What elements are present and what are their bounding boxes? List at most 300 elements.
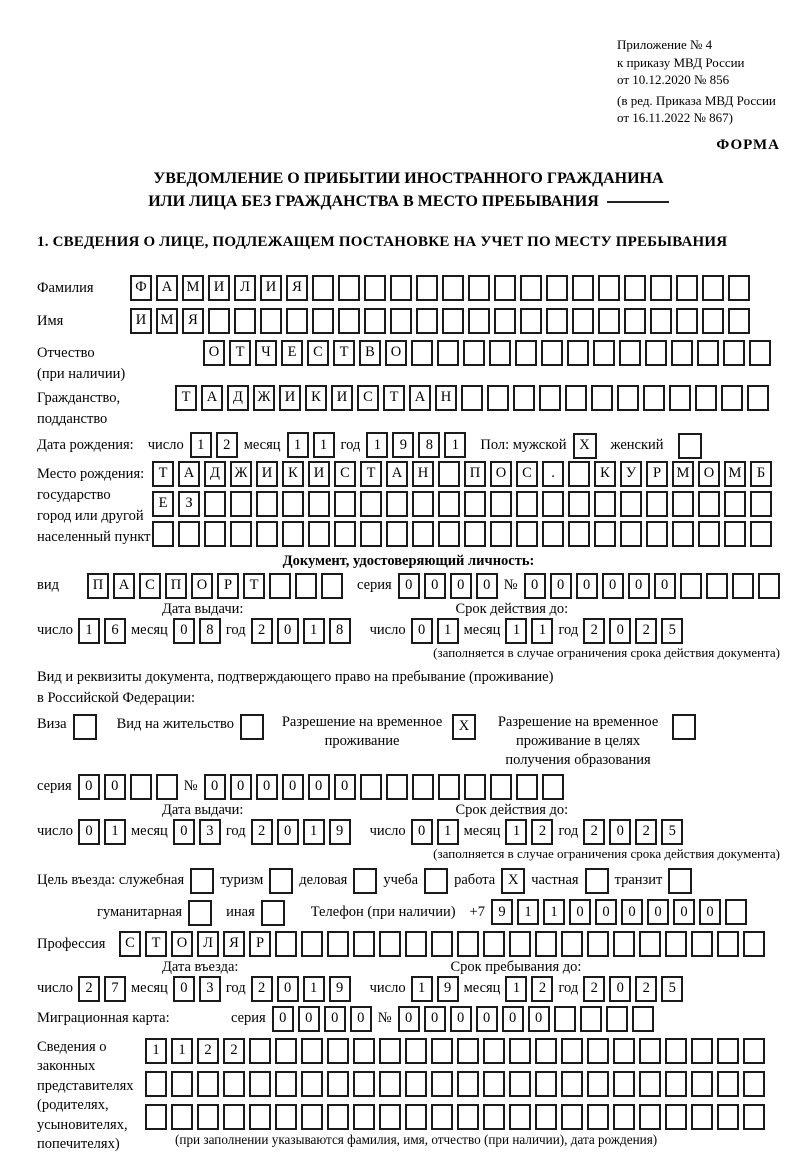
char-cell[interactable]: [717, 1071, 739, 1097]
char-cell[interactable]: Р: [249, 931, 271, 957]
char-cell[interactable]: 0: [524, 573, 546, 599]
char-cell[interactable]: О: [203, 340, 225, 366]
char-cell[interactable]: П: [87, 573, 109, 599]
char-cell[interactable]: Е: [152, 491, 174, 517]
char-cell[interactable]: [412, 491, 434, 517]
char-cell[interactable]: Я: [182, 308, 204, 334]
char-cell[interactable]: [546, 275, 568, 301]
char-cell[interactable]: М: [672, 461, 694, 487]
char-cell[interactable]: [639, 1071, 661, 1097]
char-cell[interactable]: [728, 275, 750, 301]
char-cell[interactable]: [416, 308, 438, 334]
char-cell[interactable]: [260, 308, 282, 334]
char-cell[interactable]: Н: [412, 461, 434, 487]
char-cell[interactable]: 1: [303, 819, 325, 845]
char-cell[interactable]: 8: [199, 618, 221, 644]
char-cell[interactable]: [197, 1071, 219, 1097]
char-cell[interactable]: [561, 1071, 583, 1097]
char-cell[interactable]: [312, 308, 334, 334]
char-cell[interactable]: [295, 573, 317, 599]
char-cell[interactable]: [691, 1104, 713, 1130]
char-cell[interactable]: 2: [251, 819, 273, 845]
char-cell[interactable]: [457, 1104, 479, 1130]
char-cell[interactable]: [412, 774, 434, 800]
char-cell[interactable]: [145, 1104, 167, 1130]
char-cell[interactable]: [743, 931, 765, 957]
char-cell[interactable]: [750, 521, 772, 547]
char-cell[interactable]: К: [305, 385, 327, 411]
char-cell[interactable]: [680, 573, 702, 599]
visa-checkbox[interactable]: [73, 714, 97, 740]
char-cell[interactable]: [613, 1104, 635, 1130]
char-cell[interactable]: [301, 931, 323, 957]
char-cell[interactable]: [572, 308, 594, 334]
char-cell[interactable]: [145, 1071, 167, 1097]
char-cell[interactable]: [747, 385, 769, 411]
char-cell[interactable]: [431, 1071, 453, 1097]
char-cell[interactable]: 0: [173, 819, 195, 845]
char-cell[interactable]: 1: [145, 1038, 167, 1064]
char-cell[interactable]: [672, 521, 694, 547]
char-cell[interactable]: [327, 1038, 349, 1064]
char-cell[interactable]: [568, 491, 590, 517]
char-cell[interactable]: 0: [424, 1006, 446, 1032]
char-cell[interactable]: [483, 931, 505, 957]
char-cell[interactable]: [464, 521, 486, 547]
char-cell[interactable]: 1: [171, 1038, 193, 1064]
char-cell[interactable]: 5: [661, 618, 683, 644]
char-cell[interactable]: 0: [450, 573, 472, 599]
char-cell[interactable]: И: [260, 275, 282, 301]
char-cell[interactable]: [438, 774, 460, 800]
char-cell[interactable]: [732, 573, 754, 599]
char-cell[interactable]: [405, 1104, 427, 1130]
char-cell[interactable]: 0: [324, 1006, 346, 1032]
char-cell[interactable]: [234, 308, 256, 334]
char-cell[interactable]: [249, 1104, 271, 1130]
char-cell[interactable]: Т: [152, 461, 174, 487]
char-cell[interactable]: 1: [517, 899, 539, 925]
char-cell[interactable]: 0: [350, 1006, 372, 1032]
char-cell[interactable]: Д: [204, 461, 226, 487]
char-cell[interactable]: [286, 308, 308, 334]
char-cell[interactable]: [572, 275, 594, 301]
char-cell[interactable]: [587, 1104, 609, 1130]
char-cell[interactable]: [463, 340, 485, 366]
char-cell[interactable]: [171, 1071, 193, 1097]
char-cell[interactable]: [204, 521, 226, 547]
char-cell[interactable]: [156, 774, 178, 800]
char-cell[interactable]: [567, 340, 589, 366]
char-cell[interactable]: [490, 521, 512, 547]
char-cell[interactable]: [412, 521, 434, 547]
char-cell[interactable]: [468, 308, 490, 334]
char-cell[interactable]: [542, 491, 564, 517]
char-cell[interactable]: 1: [303, 618, 325, 644]
char-cell[interactable]: [438, 491, 460, 517]
char-cell[interactable]: 6: [104, 618, 126, 644]
purpose-business-checkbox[interactable]: [353, 868, 377, 894]
char-cell[interactable]: 2: [531, 819, 553, 845]
char-cell[interactable]: [386, 491, 408, 517]
char-cell[interactable]: [353, 1038, 375, 1064]
char-cell[interactable]: [468, 275, 490, 301]
char-cell[interactable]: 0: [230, 774, 252, 800]
char-cell[interactable]: А: [178, 461, 200, 487]
char-cell[interactable]: [565, 385, 587, 411]
char-cell[interactable]: С: [307, 340, 329, 366]
char-cell[interactable]: [334, 521, 356, 547]
char-cell[interactable]: 7: [104, 976, 126, 1002]
char-cell[interactable]: О: [191, 573, 213, 599]
temp-residence-checkbox[interactable]: X: [452, 714, 476, 740]
char-cell[interactable]: [249, 1038, 271, 1064]
char-cell[interactable]: [743, 1071, 765, 1097]
char-cell[interactable]: [364, 275, 386, 301]
char-cell[interactable]: [706, 573, 728, 599]
char-cell[interactable]: [535, 1071, 557, 1097]
char-cell[interactable]: О: [171, 931, 193, 957]
char-cell[interactable]: 1: [437, 819, 459, 845]
char-cell[interactable]: [624, 275, 646, 301]
purpose-study-checkbox[interactable]: [424, 868, 448, 894]
char-cell[interactable]: 9: [491, 899, 513, 925]
char-cell[interactable]: [702, 308, 724, 334]
char-cell[interactable]: 2: [635, 618, 657, 644]
char-cell[interactable]: [591, 385, 613, 411]
char-cell[interactable]: 2: [583, 819, 605, 845]
char-cell[interactable]: Ж: [253, 385, 275, 411]
char-cell[interactable]: [698, 521, 720, 547]
char-cell[interactable]: Т: [360, 461, 382, 487]
char-cell[interactable]: [438, 461, 460, 487]
char-cell[interactable]: [724, 491, 746, 517]
char-cell[interactable]: [598, 308, 620, 334]
char-cell[interactable]: 0: [173, 976, 195, 1002]
char-cell[interactable]: Л: [234, 275, 256, 301]
char-cell[interactable]: 0: [609, 618, 631, 644]
char-cell[interactable]: 1: [303, 976, 325, 1002]
char-cell[interactable]: 0: [173, 618, 195, 644]
char-cell[interactable]: 9: [437, 976, 459, 1002]
char-cell[interactable]: [457, 1071, 479, 1097]
char-cell[interactable]: [483, 1104, 505, 1130]
char-cell[interactable]: 0: [298, 1006, 320, 1032]
char-cell[interactable]: 3: [199, 976, 221, 1002]
char-cell[interactable]: 0: [502, 1006, 524, 1032]
purpose-work-checkbox[interactable]: X: [501, 868, 525, 894]
char-cell[interactable]: [390, 308, 412, 334]
char-cell[interactable]: [568, 461, 590, 487]
char-cell[interactable]: [515, 340, 537, 366]
char-cell[interactable]: [698, 491, 720, 517]
char-cell[interactable]: 0: [476, 1006, 498, 1032]
char-cell[interactable]: К: [594, 461, 616, 487]
char-cell[interactable]: [509, 1038, 531, 1064]
char-cell[interactable]: [178, 521, 200, 547]
purpose-transit-checkbox[interactable]: [668, 868, 692, 894]
char-cell[interactable]: [695, 385, 717, 411]
char-cell[interactable]: 1: [313, 432, 335, 458]
char-cell[interactable]: [541, 340, 563, 366]
char-cell[interactable]: [386, 521, 408, 547]
char-cell[interactable]: Я: [286, 275, 308, 301]
char-cell[interactable]: Е: [281, 340, 303, 366]
char-cell[interactable]: 2: [251, 976, 273, 1002]
char-cell[interactable]: [442, 275, 464, 301]
char-cell[interactable]: [743, 1038, 765, 1064]
char-cell[interactable]: 2: [251, 618, 273, 644]
char-cell[interactable]: [619, 340, 641, 366]
char-cell[interactable]: [646, 491, 668, 517]
char-cell[interactable]: 1: [104, 819, 126, 845]
char-cell[interactable]: [379, 1104, 401, 1130]
char-cell[interactable]: Ф: [130, 275, 152, 301]
char-cell[interactable]: Р: [217, 573, 239, 599]
char-cell[interactable]: [561, 1104, 583, 1130]
purpose-other-checkbox[interactable]: [261, 900, 285, 926]
char-cell[interactable]: [416, 275, 438, 301]
char-cell[interactable]: [749, 340, 771, 366]
char-cell[interactable]: [620, 491, 642, 517]
char-cell[interactable]: 0: [595, 899, 617, 925]
char-cell[interactable]: [624, 308, 646, 334]
char-cell[interactable]: [275, 931, 297, 957]
char-cell[interactable]: С: [119, 931, 141, 957]
char-cell[interactable]: И: [308, 461, 330, 487]
char-cell[interactable]: Р: [646, 461, 668, 487]
char-cell[interactable]: 0: [621, 899, 643, 925]
char-cell[interactable]: 0: [673, 899, 695, 925]
char-cell[interactable]: [390, 275, 412, 301]
char-cell[interactable]: [520, 308, 542, 334]
char-cell[interactable]: [487, 385, 509, 411]
char-cell[interactable]: [437, 340, 459, 366]
char-cell[interactable]: [539, 385, 561, 411]
char-cell[interactable]: [593, 340, 615, 366]
char-cell[interactable]: [360, 774, 382, 800]
char-cell[interactable]: [643, 385, 665, 411]
char-cell[interactable]: 0: [277, 976, 299, 1002]
char-cell[interactable]: 9: [329, 819, 351, 845]
char-cell[interactable]: 0: [609, 819, 631, 845]
char-cell[interactable]: [568, 521, 590, 547]
char-cell[interactable]: [587, 931, 609, 957]
char-cell[interactable]: [308, 491, 330, 517]
char-cell[interactable]: М: [182, 275, 204, 301]
char-cell[interactable]: 1: [543, 899, 565, 925]
char-cell[interactable]: .: [542, 461, 564, 487]
char-cell[interactable]: [725, 899, 747, 925]
char-cell[interactable]: [353, 1104, 375, 1130]
char-cell[interactable]: Л: [197, 931, 219, 957]
char-cell[interactable]: [632, 1006, 654, 1032]
char-cell[interactable]: 0: [450, 1006, 472, 1032]
char-cell[interactable]: [208, 308, 230, 334]
char-cell[interactable]: [379, 931, 401, 957]
char-cell[interactable]: 0: [576, 573, 598, 599]
char-cell[interactable]: 0: [282, 774, 304, 800]
char-cell[interactable]: 0: [78, 819, 100, 845]
char-cell[interactable]: 2: [583, 976, 605, 1002]
char-cell[interactable]: [639, 1038, 661, 1064]
char-cell[interactable]: [489, 340, 511, 366]
char-cell[interactable]: [650, 275, 672, 301]
char-cell[interactable]: [338, 275, 360, 301]
char-cell[interactable]: 1: [78, 618, 100, 644]
char-cell[interactable]: [554, 1006, 576, 1032]
char-cell[interactable]: [256, 521, 278, 547]
char-cell[interactable]: Т: [333, 340, 355, 366]
char-cell[interactable]: 2: [635, 976, 657, 1002]
char-cell[interactable]: [542, 774, 564, 800]
char-cell[interactable]: [516, 774, 538, 800]
char-cell[interactable]: 1: [437, 618, 459, 644]
char-cell[interactable]: 9: [329, 976, 351, 1002]
char-cell[interactable]: 0: [78, 774, 100, 800]
char-cell[interactable]: [464, 491, 486, 517]
char-cell[interactable]: [275, 1104, 297, 1130]
char-cell[interactable]: [750, 491, 772, 517]
char-cell[interactable]: [665, 1071, 687, 1097]
char-cell[interactable]: [516, 521, 538, 547]
char-cell[interactable]: [561, 931, 583, 957]
char-cell[interactable]: Т: [243, 573, 265, 599]
char-cell[interactable]: 0: [272, 1006, 294, 1032]
char-cell[interactable]: 1: [444, 432, 466, 458]
char-cell[interactable]: [483, 1038, 505, 1064]
char-cell[interactable]: [645, 340, 667, 366]
purpose-humanitarian-checkbox[interactable]: [188, 900, 212, 926]
char-cell[interactable]: Н: [435, 385, 457, 411]
char-cell[interactable]: А: [201, 385, 223, 411]
char-cell[interactable]: [676, 275, 698, 301]
char-cell[interactable]: [327, 931, 349, 957]
char-cell[interactable]: [256, 491, 278, 517]
char-cell[interactable]: [464, 774, 486, 800]
char-cell[interactable]: 1: [366, 432, 388, 458]
char-cell[interactable]: [594, 521, 616, 547]
char-cell[interactable]: [650, 308, 672, 334]
char-cell[interactable]: [308, 521, 330, 547]
char-cell[interactable]: О: [385, 340, 407, 366]
char-cell[interactable]: И: [130, 308, 152, 334]
char-cell[interactable]: [386, 774, 408, 800]
char-cell[interactable]: [269, 573, 291, 599]
sex-female-checkbox[interactable]: [678, 433, 702, 459]
char-cell[interactable]: 0: [308, 774, 330, 800]
char-cell[interactable]: 0: [204, 774, 226, 800]
char-cell[interactable]: [230, 491, 252, 517]
char-cell[interactable]: [411, 340, 433, 366]
char-cell[interactable]: 0: [647, 899, 669, 925]
char-cell[interactable]: 9: [392, 432, 414, 458]
char-cell[interactable]: [665, 1104, 687, 1130]
char-cell[interactable]: [360, 491, 382, 517]
char-cell[interactable]: Ж: [230, 461, 252, 487]
char-cell[interactable]: 8: [329, 618, 351, 644]
char-cell[interactable]: 2: [197, 1038, 219, 1064]
purpose-private-checkbox[interactable]: [585, 868, 609, 894]
char-cell[interactable]: [457, 1038, 479, 1064]
char-cell[interactable]: [130, 774, 152, 800]
char-cell[interactable]: И: [256, 461, 278, 487]
char-cell[interactable]: Ч: [255, 340, 277, 366]
char-cell[interactable]: 2: [78, 976, 100, 1002]
char-cell[interactable]: [509, 931, 531, 957]
char-cell[interactable]: [561, 1038, 583, 1064]
char-cell[interactable]: Я: [223, 931, 245, 957]
char-cell[interactable]: [639, 1104, 661, 1130]
char-cell[interactable]: [197, 1104, 219, 1130]
char-cell[interactable]: [721, 385, 743, 411]
char-cell[interactable]: [691, 1038, 713, 1064]
char-cell[interactable]: [594, 491, 616, 517]
char-cell[interactable]: [535, 1104, 557, 1130]
char-cell[interactable]: 0: [411, 819, 433, 845]
char-cell[interactable]: 1: [505, 618, 527, 644]
char-cell[interactable]: [606, 1006, 628, 1032]
char-cell[interactable]: А: [113, 573, 135, 599]
char-cell[interactable]: 0: [569, 899, 591, 925]
char-cell[interactable]: Т: [175, 385, 197, 411]
char-cell[interactable]: 0: [699, 899, 721, 925]
char-cell[interactable]: [204, 491, 226, 517]
char-cell[interactable]: 2: [216, 432, 238, 458]
char-cell[interactable]: [580, 1006, 602, 1032]
char-cell[interactable]: [717, 1038, 739, 1064]
char-cell[interactable]: [431, 1038, 453, 1064]
char-cell[interactable]: П: [165, 573, 187, 599]
char-cell[interactable]: [249, 1071, 271, 1097]
char-cell[interactable]: [723, 340, 745, 366]
char-cell[interactable]: [223, 1104, 245, 1130]
char-cell[interactable]: [542, 521, 564, 547]
char-cell[interactable]: [728, 308, 750, 334]
char-cell[interactable]: 0: [334, 774, 356, 800]
char-cell[interactable]: К: [282, 461, 304, 487]
char-cell[interactable]: [282, 521, 304, 547]
char-cell[interactable]: [301, 1104, 323, 1130]
char-cell[interactable]: [613, 1071, 635, 1097]
char-cell[interactable]: С: [334, 461, 356, 487]
char-cell[interactable]: [353, 1071, 375, 1097]
char-cell[interactable]: [535, 931, 557, 957]
char-cell[interactable]: [301, 1071, 323, 1097]
residence-permit-checkbox[interactable]: [240, 714, 264, 740]
char-cell[interactable]: И: [279, 385, 301, 411]
char-cell[interactable]: [431, 1104, 453, 1130]
char-cell[interactable]: [665, 1038, 687, 1064]
char-cell[interactable]: В: [359, 340, 381, 366]
char-cell[interactable]: 2: [223, 1038, 245, 1064]
char-cell[interactable]: [702, 275, 724, 301]
char-cell[interactable]: С: [516, 461, 538, 487]
char-cell[interactable]: М: [724, 461, 746, 487]
char-cell[interactable]: 0: [398, 1006, 420, 1032]
char-cell[interactable]: 5: [661, 976, 683, 1002]
char-cell[interactable]: [617, 385, 639, 411]
char-cell[interactable]: 0: [654, 573, 676, 599]
char-cell[interactable]: [758, 573, 780, 599]
char-cell[interactable]: [282, 491, 304, 517]
char-cell[interactable]: [669, 385, 691, 411]
char-cell[interactable]: Д: [227, 385, 249, 411]
char-cell[interactable]: [457, 931, 479, 957]
char-cell[interactable]: 0: [424, 573, 446, 599]
char-cell[interactable]: 1: [190, 432, 212, 458]
char-cell[interactable]: [490, 491, 512, 517]
